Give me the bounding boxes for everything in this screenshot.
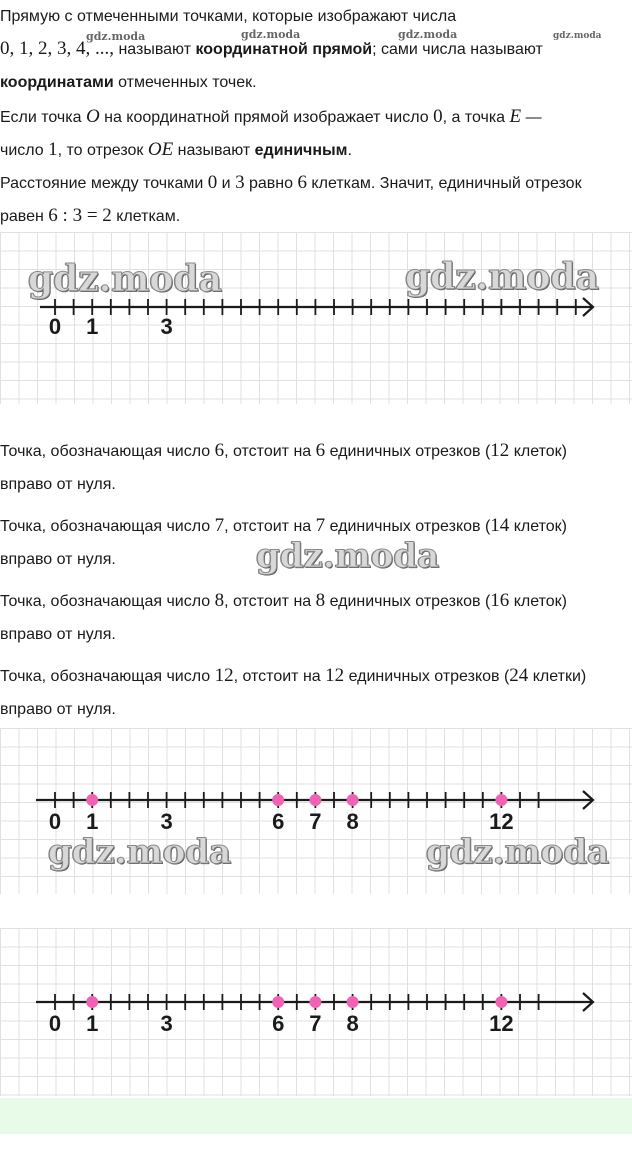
line3-point: [347, 996, 359, 1008]
point-7-line-1: Точка, обозначающая число 7, отстоит на 7 единичных отрезков (14 клеток): [0, 515, 567, 536]
point-8-line-2: вправо от нуля.: [0, 626, 116, 643]
line3-label: 3: [160, 1011, 173, 1036]
watermark-large-4: gdz.moda: [48, 832, 232, 872]
watermark-large-1: gdz.moda: [28, 258, 222, 300]
line2-point: [272, 794, 284, 806]
line3-label: 8: [346, 1011, 359, 1036]
number-line-figure-2: [0, 728, 632, 894]
line2-point: [309, 794, 321, 806]
line3-label: 12: [489, 1011, 514, 1036]
line2-point: [347, 794, 359, 806]
watermark-small-1: gdz.moda: [86, 30, 146, 43]
line2-label: 7: [309, 809, 322, 834]
line3-label: 1: [86, 1011, 99, 1036]
point-12-line-2: вправо от нуля.: [0, 701, 116, 718]
formula: 6 : 3 = 2: [48, 205, 112, 226]
distance-line-1: Расстояние между точками 0 и 3 равно 6 клеткам. Значит, единичный отрезок: [0, 172, 582, 193]
definition-line-2: число 1, то отрезок OE называют единичным.: [0, 139, 352, 160]
line1-label: 1: [86, 314, 99, 339]
line2-label: 3: [160, 809, 173, 834]
line2-label: 12: [489, 809, 514, 834]
term-unit: единичным: [254, 142, 348, 159]
number-sequence: 0, 1, 2, 3, 4, ...,: [0, 38, 114, 59]
line3-label: 6: [272, 1011, 285, 1036]
line3-point: [309, 996, 321, 1008]
number-line-figure-1: [0, 232, 632, 404]
watermark-large-3: gdz.moda: [256, 536, 440, 576]
watermark-small-3: gdz.moda: [398, 28, 458, 41]
intro-line-3: координатами отмеченных точек.: [0, 74, 257, 91]
point-12-line-1: Точка, обозначающая число 12, отстоит на 12 единичных отрезков (24 клетки): [0, 665, 587, 686]
watermark-small-4: gdz.moda: [553, 31, 602, 41]
line2-point: [495, 794, 507, 806]
line2-label: 6: [272, 809, 285, 834]
intro-line-1: Прямую с отмеченными точками, которые изображают числа: [0, 8, 457, 25]
number-line-figure-3: [0, 928, 632, 1096]
line2-point: [86, 794, 98, 806]
point-6-line-2: вправо от нуля.: [0, 476, 116, 493]
line2-label: 1: [86, 809, 99, 834]
line3-point: [86, 996, 98, 1008]
line3-label: 0: [48, 1011, 62, 1036]
line3-point: [272, 996, 284, 1008]
watermark-small-2: gdz.moda: [241, 28, 301, 41]
definition-line-1: Если точка O на координатной прямой изображает число 0, а точка E —: [0, 106, 542, 127]
line3-point: [495, 996, 507, 1008]
point-7-line-2: вправо от нуля.: [0, 551, 116, 568]
line2-label: 8: [346, 809, 359, 834]
point-8-line-1: Точка, обозначающая число 8, отстоит на 8 единичных отрезков (16 клеток): [0, 590, 567, 611]
point-6-line-1: Точка, обозначающая число 6, отстоит на 6 единичных отрезков (12 клеток): [0, 440, 567, 461]
watermark-large-5: gdz.moda: [426, 832, 610, 872]
term-coordinates: координатами: [0, 74, 114, 91]
intro-line-2: 0, 1, 2, 3, 4, ..., называют координатной прямой; сами числа называют: [0, 38, 543, 59]
line2-label: 0: [48, 809, 62, 834]
distance-line-2: равен 6 : 3 = 2 клеткам.: [0, 205, 181, 226]
term-coordinate-line: координатной прямой: [195, 41, 373, 58]
watermark-large-2: gdz.moda: [405, 256, 599, 298]
line3-label: 7: [309, 1011, 322, 1036]
footer-band: [0, 1098, 632, 1134]
line1-label: 0: [48, 314, 62, 339]
line1-label: 3: [160, 314, 173, 339]
